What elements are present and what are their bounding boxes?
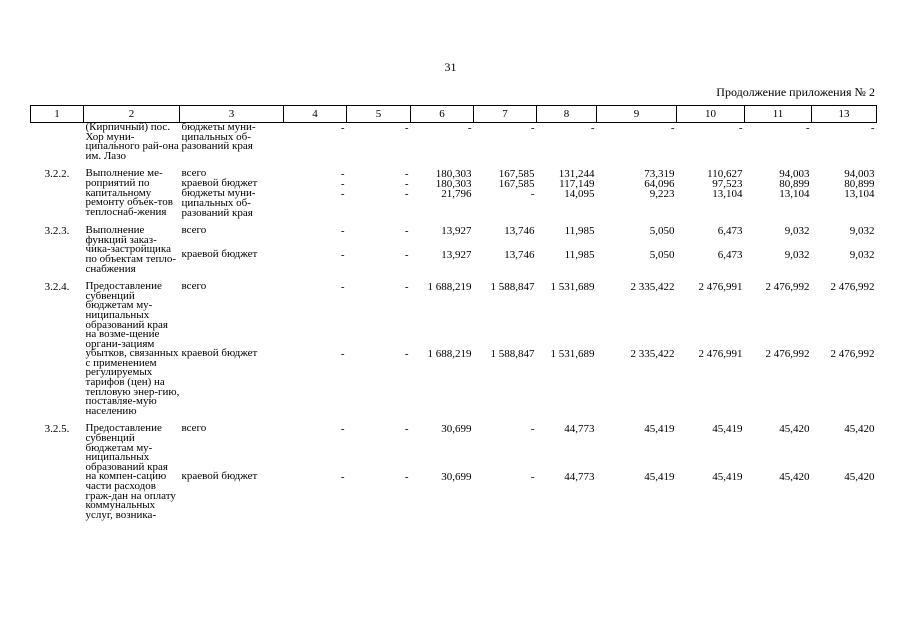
- value-cell: 94,003: [844, 168, 875, 181]
- item-name: Выполнение функций заказ-чика-застройщика по объектам тепло-снабжения: [85, 224, 176, 275]
- funding-source: всего: [181, 167, 207, 180]
- value-cell: 64,096: [644, 178, 675, 191]
- value-cell: -: [590, 122, 595, 134]
- value-cell: -: [870, 122, 875, 134]
- item-code: 3.2.3.: [44, 225, 70, 238]
- value-cell: 9,032: [849, 225, 875, 238]
- value-cell: 2 476,992: [765, 348, 810, 361]
- value-cell: 13,746: [504, 249, 535, 262]
- value-cell: 30,699: [441, 471, 472, 484]
- column-header: 5: [347, 106, 411, 123]
- value-cell: 45,420: [844, 471, 875, 484]
- value-cell: -: [805, 122, 810, 134]
- value-cell: 1 588,847: [490, 348, 535, 361]
- value-cell: 1 588,847: [490, 281, 535, 294]
- value-cell: 80,899: [779, 178, 810, 191]
- value-cell: 5,050: [649, 225, 675, 238]
- funding-source: всего: [181, 422, 207, 435]
- table-row: [31, 424, 877, 472]
- column-header: 8: [537, 106, 597, 123]
- value-cell: 45,420: [779, 471, 810, 484]
- value-cell: 9,032: [784, 225, 810, 238]
- value-cell: -: [670, 122, 675, 134]
- value-cell: 2 476,992: [830, 348, 875, 361]
- value-cell: -: [404, 122, 409, 134]
- funding-source: всего: [181, 224, 207, 237]
- value-cell: 131,244: [558, 168, 595, 181]
- table-body: [31, 123, 877, 529]
- funding-source: краевой бюджет: [181, 177, 258, 190]
- value-cell: -: [340, 348, 345, 361]
- value-cell: -: [340, 281, 345, 294]
- value-cell: 180,303: [435, 178, 472, 191]
- spacer-cell: [31, 520, 877, 528]
- value-cell: 5,050: [649, 249, 675, 262]
- value-cell: 13,746: [504, 225, 535, 238]
- item-name: (Кирпичный) пос. Хор муни-ципального рай-она им. Лазо: [85, 121, 179, 162]
- value-cell: -: [530, 122, 535, 134]
- value-cell: 45,419: [712, 423, 743, 436]
- column-header: 11: [745, 106, 812, 123]
- value-cell: -: [404, 348, 409, 361]
- column-header: 1: [31, 106, 84, 123]
- value-cell: -: [340, 178, 345, 191]
- budget-table: [30, 105, 877, 528]
- item-name: Предоставление субвенций бюджетам му-ниципальных образований края на компен-сацию части расходов граж-дан на оплату коммунальных услуг, возника-: [85, 422, 176, 521]
- value-cell: -: [404, 249, 409, 262]
- value-cell: -: [340, 471, 345, 484]
- value-cell: 2 335,422: [630, 348, 675, 361]
- value-cell: 13,104: [844, 188, 875, 201]
- item-name: Предоставление субвенций бюджетам му-ниципальных образований края на возме-щение органи-зациям убытков, связанных с применением регулируемых тарифов (цен) на тепловую энер-гию, поставляе-мую населению: [85, 280, 180, 417]
- value-cell: 167,585: [498, 178, 535, 191]
- value-cell: 13,104: [712, 188, 743, 201]
- value-cell: -: [404, 178, 409, 191]
- value-cell: -: [340, 225, 345, 238]
- column-header: 4: [284, 106, 347, 123]
- value-cell: 45,419: [644, 423, 675, 436]
- value-cell: 80,899: [844, 178, 875, 191]
- value-cell: 6,473: [717, 249, 743, 262]
- value-cell: 21,796: [441, 188, 472, 201]
- value-cell: 73,319: [644, 168, 675, 181]
- value-cell: 45,419: [712, 471, 743, 484]
- column-header: 2: [84, 106, 180, 123]
- funding-source: всего: [181, 280, 207, 293]
- value-cell: 94,003: [779, 168, 810, 181]
- item-code: 3.2.4.: [44, 281, 70, 294]
- value-cell: -: [404, 281, 409, 294]
- value-cell: 110,627: [707, 168, 743, 181]
- value-cell: 9,032: [784, 249, 810, 262]
- value-cell: -: [530, 188, 535, 201]
- value-cell: 13,104: [779, 188, 810, 201]
- value-cell: 180,303: [435, 168, 472, 181]
- value-cell: 13,927: [441, 249, 472, 262]
- table-row: [31, 282, 877, 349]
- value-cell: 45,420: [844, 423, 875, 436]
- value-cell: -: [340, 188, 345, 201]
- value-cell: 44,773: [564, 423, 595, 436]
- page-number: 31: [444, 60, 457, 74]
- column-header: 3: [180, 106, 284, 123]
- funding-source: краевой бюджет: [181, 470, 258, 483]
- value-cell: -: [404, 471, 409, 484]
- value-cell: -: [404, 188, 409, 201]
- value-cell: 11,985: [564, 225, 595, 238]
- value-cell: 2 476,992: [830, 281, 875, 294]
- table-row: [31, 123, 877, 162]
- value-cell: 6,473: [717, 225, 743, 238]
- value-cell: 45,419: [644, 471, 675, 484]
- value-cell: -: [404, 423, 409, 436]
- value-cell: -: [340, 122, 345, 134]
- value-cell: -: [404, 225, 409, 238]
- funding-source: краевой бюджет: [181, 347, 258, 360]
- value-cell: 117,149: [559, 178, 595, 191]
- value-cell: 14,095: [564, 188, 595, 201]
- value-cell: -: [530, 423, 535, 436]
- value-cell: 1 688,219: [427, 348, 472, 361]
- funding-source: бюджеты муни-ципальных об-разований края: [181, 121, 256, 153]
- value-cell: -: [530, 471, 535, 484]
- table-row: [31, 226, 877, 250]
- column-header: 9: [597, 106, 677, 123]
- column-header: 10: [677, 106, 745, 123]
- value-cell: 45,420: [779, 423, 810, 436]
- appendix-caption: Продолжение приложения № 2: [716, 85, 875, 99]
- table-header: [31, 106, 877, 123]
- value-cell: 2 476,991: [698, 348, 743, 361]
- column-header: 7: [474, 106, 537, 123]
- value-cell: 2 476,991: [698, 281, 743, 294]
- value-cell: 1 531,689: [550, 348, 595, 361]
- funding-source: краевой бюджет: [181, 248, 258, 261]
- column-header: 6: [411, 106, 474, 123]
- value-cell: -: [467, 122, 472, 134]
- value-cell: 167,585: [498, 168, 535, 181]
- row-spacer: [31, 520, 877, 528]
- value-cell: 44,773: [564, 471, 595, 484]
- item-code: [31, 123, 84, 162]
- value-cell: 1 531,689: [550, 281, 595, 294]
- value-cell: 30,699: [441, 423, 472, 436]
- column-header: 13: [812, 106, 877, 123]
- value-cell: 2 335,422: [630, 281, 675, 294]
- value-cell: -: [738, 122, 743, 134]
- value-cell: 13,927: [441, 225, 472, 238]
- value-cell: 97,523: [712, 178, 743, 191]
- value-cell: 9,032: [849, 249, 875, 262]
- item-name: Выполнение ме-роприятий по капитальному ремонту объек-тов теплоснаб-жения: [85, 167, 173, 218]
- value-cell: 11,985: [564, 249, 595, 262]
- value-cell: -: [340, 168, 345, 181]
- value-cell: 2 476,992: [765, 281, 810, 294]
- item-code: 3.2.5.: [44, 423, 70, 436]
- value-cell: 1 688,219: [427, 281, 472, 294]
- funding-source: бюджеты муни-ципальных об-разований края: [181, 187, 256, 219]
- item-code: 3.2.2.: [44, 168, 70, 181]
- value-cell: -: [340, 423, 345, 436]
- value-cell: 9,223: [649, 188, 675, 201]
- value-cell: -: [404, 168, 409, 181]
- value-cell: -: [340, 249, 345, 262]
